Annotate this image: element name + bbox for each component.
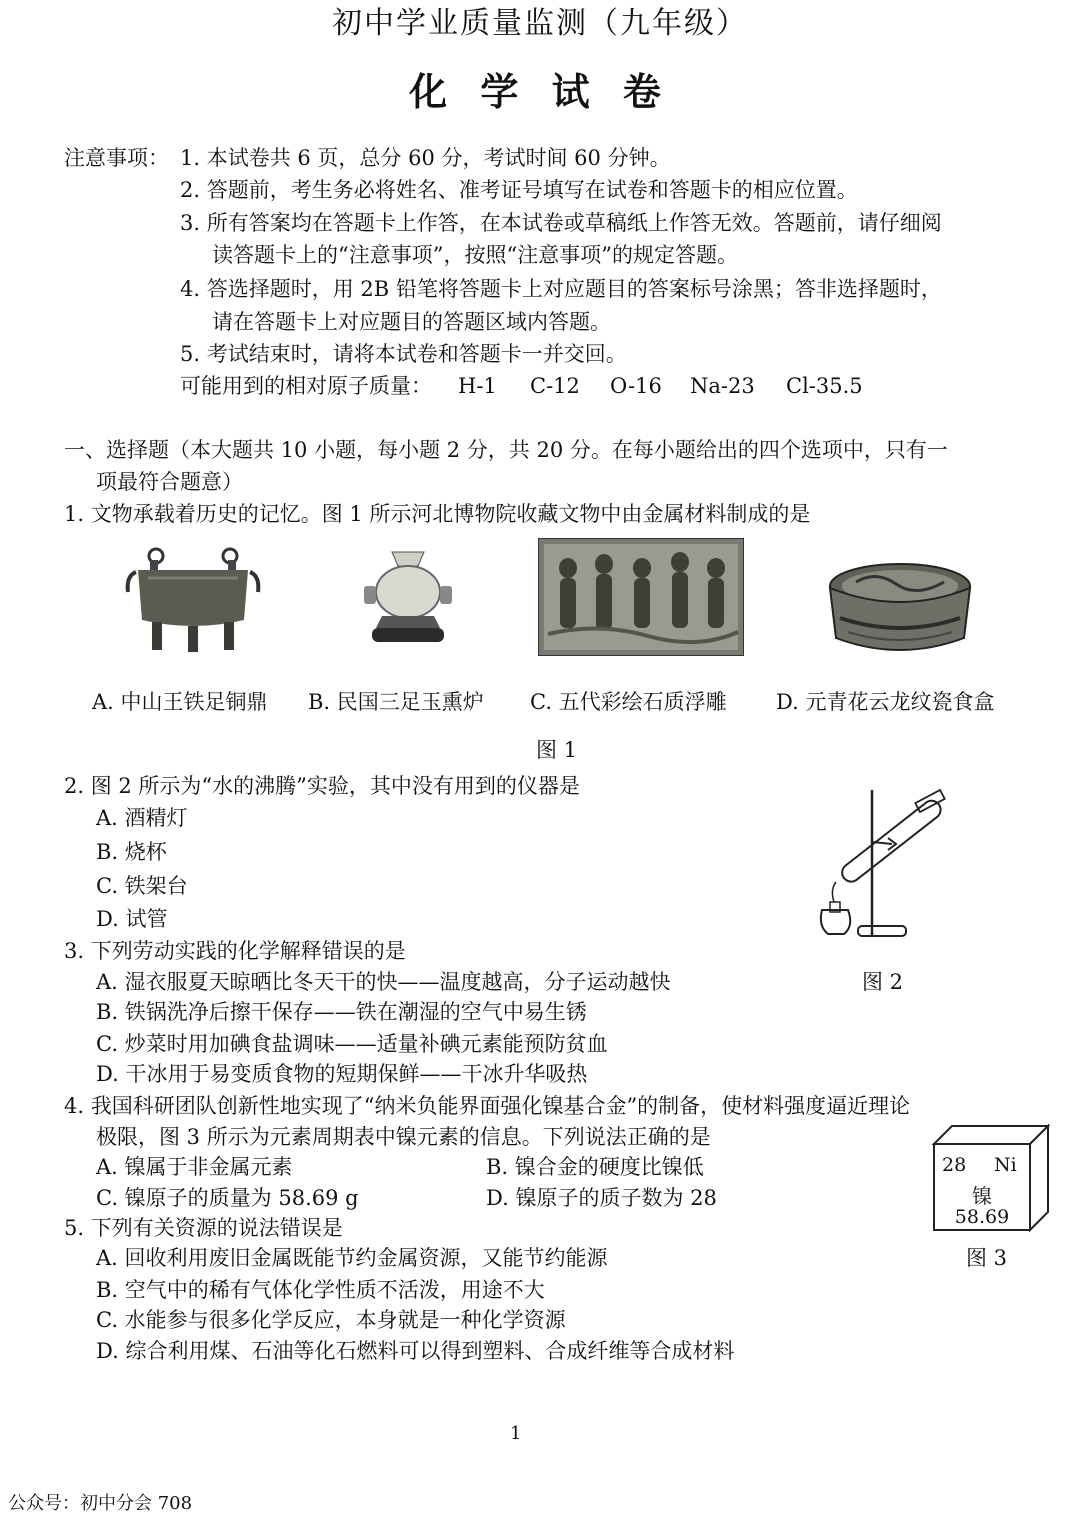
q2-option-b: B. 烧杯	[96, 840, 167, 864]
figure-2-caption: 图 2	[862, 970, 904, 994]
note-item: 1. 本试卷共 6 页，总分 60 分，考试时间 60 分钟。	[180, 146, 671, 170]
porcelain-box-image	[826, 560, 974, 660]
element-symbol: Ni	[994, 1154, 1017, 1176]
question-1-stem: 1. 文物承载着历史的记忆。图 1 所示河北博物院收藏文物中由金属材料制成的是	[64, 502, 811, 526]
q5-option-d: D. 综合利用煤、石油等化石燃料可以得到塑料、合成纤维等合成材料	[96, 1339, 735, 1363]
q1-option-d: D. 元青花云龙纹瓷食盒	[776, 690, 995, 714]
atomic-mass-label: 可能用到的相对原子质量：	[180, 374, 432, 398]
question-3-stem: 3. 下列劳动实践的化学解释错误的是	[64, 939, 406, 963]
q4-option-c: C. 镍原子的质量为 58.69 g	[96, 1186, 359, 1210]
note-item: 2. 答题前，考生务必将姓名、准考证号填写在试卷和答题卡的相应位置。	[180, 178, 858, 202]
element-mass: 58.69	[954, 1206, 1010, 1228]
atomic-mass: Na-23	[690, 374, 755, 398]
q5-option-b: B. 空气中的稀有气体化学性质不活泼，用途不大	[96, 1278, 545, 1302]
page-number: 1	[510, 1423, 522, 1444]
page-title: 初中学业质量监测（九年级）	[332, 6, 748, 41]
question-5-stem: 5. 下列有关资源的说法错误是	[64, 1216, 343, 1240]
question-4-stem: 4. 我国科研团队创新性地实现了“纳米负能界面强化镍基合金”的制备，使材料强度逼近理论	[64, 1094, 911, 1118]
bronze-ding-image	[118, 546, 268, 654]
figure-3-caption: 图 3	[966, 1246, 1008, 1270]
exam-subject-title: 化 学 试 卷	[409, 69, 671, 114]
notes-label: 注意事项：	[64, 146, 169, 170]
q5-option-c: C. 水能参与很多化学反应，本身就是一种化学资源	[96, 1308, 566, 1332]
atomic-mass: Cl-35.5	[786, 374, 863, 398]
q3-option-d: D. 干冰用于易变质食物的短期保鲜——干冰升华吸热	[96, 1062, 588, 1086]
atomic-mass: C-12	[530, 374, 580, 398]
q1-option-a: A. 中山王铁足铜鼎	[92, 690, 268, 714]
note-item: 请在答题卡上对应题目的答题区域内答题。	[212, 310, 611, 334]
stone-relief-image	[538, 538, 744, 656]
q4-option-a: A. 镍属于非金属元素	[96, 1155, 293, 1179]
boiling-water-apparatus-diagram	[808, 786, 960, 944]
note-item: 读答题卡上的“注意事项”，按照“注意事项”的规定答题。	[212, 243, 738, 267]
q3-option-a: A. 湿衣服夏天晾晒比冬天干的快——温度越高，分子运动越快	[96, 970, 671, 994]
q5-option-a: A. 回收利用废旧金属既能节约金属资源，又能节约能源	[96, 1246, 608, 1270]
watermark-text: 公众号：初中分会 708	[8, 1493, 193, 1514]
q1-option-b: B. 民国三足玉熏炉	[308, 690, 484, 714]
question-4-stem-cont: 极限，图 3 所示为元素周期表中镍元素的信息。下列说法正确的是	[96, 1125, 711, 1149]
atomic-mass: H-1	[458, 374, 497, 398]
q3-option-c: C. 炒菜时用加碘食盐调味——适量补碘元素能预防贫血	[96, 1032, 608, 1056]
note-item: 5. 考试结束时，请将本试卷和答题卡一并交回。	[180, 342, 627, 366]
q1-option-c: C. 五代彩绘石质浮雕	[530, 690, 727, 714]
element-name: 镍	[972, 1184, 992, 1208]
q2-option-a: A. 酒精灯	[96, 806, 188, 830]
q4-option-d: D. 镍原子的质子数为 28	[486, 1186, 717, 1210]
section-heading: 一、选择题（本大题共 10 小题，每小题 2 分，共 20 分。在每小题给出的四个选项中，只有一	[64, 438, 948, 462]
jade-censer-image	[352, 548, 464, 648]
element-number: 28	[942, 1154, 967, 1176]
note-item: 3. 所有答案均在答题卡上作答，在本试卷或草稿纸上作答无效。答题前，请仔细阅	[180, 211, 942, 235]
q2-option-d: D. 试管	[96, 907, 168, 931]
note-item: 4. 答选择题时，用 2B 铅笔将答题卡上对应题目的答案标号涂黑；答非选择题时，	[180, 277, 942, 301]
q4-option-b: B. 镍合金的硬度比镍低	[486, 1155, 704, 1179]
q2-option-c: C. 铁架台	[96, 874, 188, 898]
figure-1-caption: 图 1	[536, 738, 578, 762]
q3-option-b: B. 铁锅洗净后擦干保存——铁在潮湿的空气中易生锈	[96, 1000, 587, 1024]
question-2-stem: 2. 图 2 所示为“水的沸腾”实验，其中没有用到的仪器是	[64, 774, 580, 798]
atomic-mass: O-16	[610, 374, 662, 398]
section-heading-cont: 项最符合题意）	[96, 470, 243, 494]
